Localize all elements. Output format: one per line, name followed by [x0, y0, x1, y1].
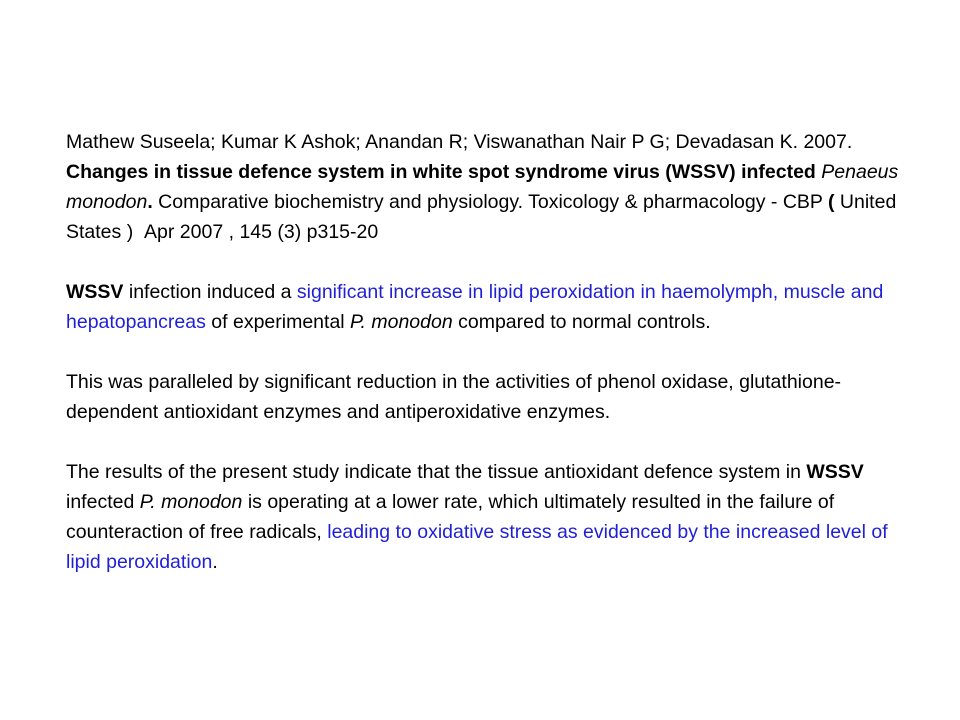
citation-country-open: ( [828, 191, 835, 213]
para3-text-2: infected [66, 491, 135, 513]
citation-paragraph [66, 127, 926, 247]
citation-journal: Comparative biochemistry and physiology. Toxicology & pharmacology - CBP [158, 191, 823, 213]
citation-authors-year: Mathew Suseela; Kumar K Ashok; Anandan R; Viswanathan Nair P G; Devadasan K. 2007. [66, 131, 853, 153]
para1-text-3: compared to normal controls. [458, 311, 711, 333]
citation-issue: Apr 2007 , 145 (3) p315-20 [144, 221, 379, 243]
para1-species: P. monodon [350, 311, 453, 333]
finding-paragraph-2 [66, 367, 926, 427]
finding-paragraph-1 [66, 277, 926, 337]
wssv-term: WSSV [66, 281, 124, 303]
para3-end: . [212, 551, 218, 573]
citation-country: United States ) [66, 191, 897, 243]
para2-text: This was paralleled by significant reduction in the activities of phenol oxidase, glutathione-dependent antioxidant enzymes and antiperoxidative enzymes. [66, 371, 842, 423]
para1-highlight: significant increase in lipid peroxidation in haemolymph, muscle and hepatopancreas [66, 281, 884, 333]
finding-paragraph-3 [66, 457, 926, 577]
citation-title: Changes in tissue defence system in white spot syndrome virus (WSSV) infected [66, 161, 816, 183]
para3-text-1: The results of the present study indicate that the tissue antioxidant defence system in [66, 461, 801, 483]
wssv-term: WSSV [806, 461, 864, 483]
para3-highlight: leading to oxidative stress as evidenced by the increased level of lipid peroxidation [66, 521, 888, 573]
citation-title-species: Penaeus monodon [66, 161, 899, 213]
para1-text-2: of experimental [211, 311, 345, 333]
para1-text-1: infection induced a [128, 281, 292, 303]
slide-content [66, 127, 926, 577]
citation-title-end: . [147, 191, 153, 213]
para3-species: P. monodon [139, 491, 243, 513]
para3-text-3: is operating at a lower rate, which ultimately resulted in the failure of counteraction of free radicals, [66, 491, 835, 543]
